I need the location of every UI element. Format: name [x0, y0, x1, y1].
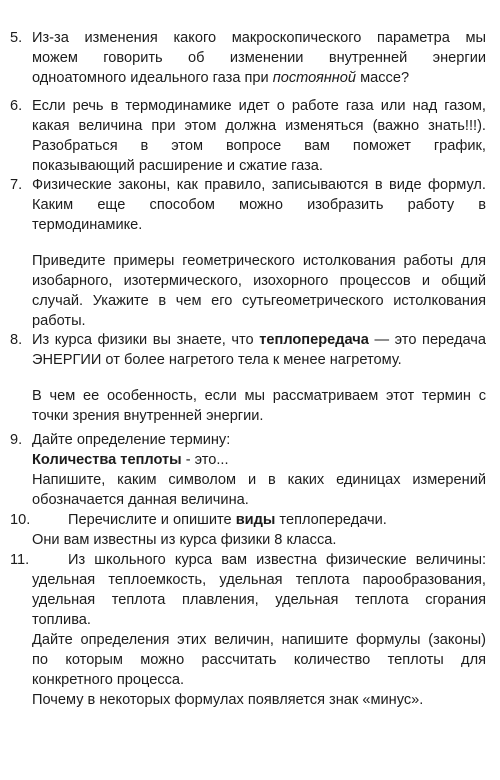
text-line: Перечислите и опишите виды теплопередачи. — [68, 512, 387, 528]
text-line: Напишите, каким символом и в каких единицах измерений — [32, 472, 486, 488]
text-line: Почему в некоторых формулах появляется знак «минус». — [32, 692, 424, 708]
question-number: 9. — [10, 432, 23, 448]
question-8 — [10, 330, 486, 426]
question-10 — [10, 510, 486, 550]
question-number: 10. — [10, 512, 31, 528]
text-line: изобарного, изотермического, изохорного процессов и общий — [32, 273, 486, 289]
question-text — [32, 330, 486, 426]
text-line: топлива. — [32, 612, 91, 628]
text-line: Дайте определения этих величин, напишите формулы (законы) — [32, 632, 486, 648]
question-number: 8. — [10, 332, 23, 348]
question-text — [32, 175, 486, 331]
question-9 — [10, 430, 486, 510]
text-line: можем говорить об изменении внутренней энергии — [32, 50, 486, 66]
question-5 — [10, 28, 486, 88]
text-line: ЭНЕРГИИ от более нагретого тела к менее нагретому. — [32, 352, 402, 368]
text-line: работы. — [32, 313, 86, 329]
question-text — [32, 28, 486, 88]
question-text — [32, 430, 486, 510]
text-line: Количества теплоты - это... — [32, 452, 229, 468]
question-11 — [10, 550, 486, 710]
emphasis-text: постоянной — [272, 70, 357, 86]
text-line: Разобраться в этом вопросе вам поможет график, — [32, 138, 486, 154]
text-line: термодинамике. — [32, 217, 143, 233]
question-7 — [10, 175, 486, 331]
text-line: конкретного процесса. — [32, 672, 185, 688]
text-line: точки зрения внутренней энергии. — [32, 408, 264, 424]
text-line: Из курса физики вы знаете, что теплопередача — это передача — [32, 332, 487, 348]
bold-term: виды — [235, 512, 276, 528]
text-line: Физические законы, как правило, записываются в виде формул. — [32, 177, 486, 193]
question-number: 11. — [10, 552, 30, 568]
text-line: Дайте определение термину: — [32, 432, 231, 448]
question-number: 7. — [10, 177, 23, 193]
bold-term: теплопередача — [259, 332, 369, 348]
text-line: одноатомного идеального газа при постоянной массе? — [32, 70, 410, 86]
question-text — [32, 96, 486, 176]
text-line: показывающий расширение и сжатие газа. — [32, 158, 323, 174]
text-line: Если речь в термодинамике идет о работе газа или над газом, — [32, 98, 486, 114]
text-line: Из-за изменения какого макроскопического параметра мы — [32, 30, 486, 46]
question-number: 5. — [10, 30, 23, 46]
text-line: Приведите примеры геометрического истолкования работы для — [32, 253, 486, 269]
text-line: удельная теплоемкость, удельная теплота парообразования, — [32, 572, 486, 588]
text-line: удельная теплота плавления, удельная теплота сгорания — [32, 592, 486, 608]
question-number: 6. — [10, 98, 23, 114]
question-text — [32, 550, 486, 710]
question-text — [32, 510, 486, 550]
text-line: В чем ее особенность, если мы рассматриваем этот термин с — [32, 388, 486, 404]
text-line: обозначается данная величина. — [32, 492, 249, 508]
text-line: по которым можно рассчитать количество теплоты для — [32, 652, 486, 668]
bold-term: Количества теплоты — [32, 452, 182, 468]
text-line: какая величина при этом должна изменяться (важно знать!!!). — [32, 118, 486, 134]
text-line: Каким еще способом можно изобразить работу в — [32, 197, 486, 213]
text-line: Они вам известны из курса физики 8 класса. — [32, 532, 337, 548]
text-line: случай. Укажите в чем его сутьгеометрического истолкования — [32, 293, 486, 309]
text-line: Из школьного курса вам известна физические величины: — [68, 552, 486, 568]
question-6 — [10, 96, 486, 176]
